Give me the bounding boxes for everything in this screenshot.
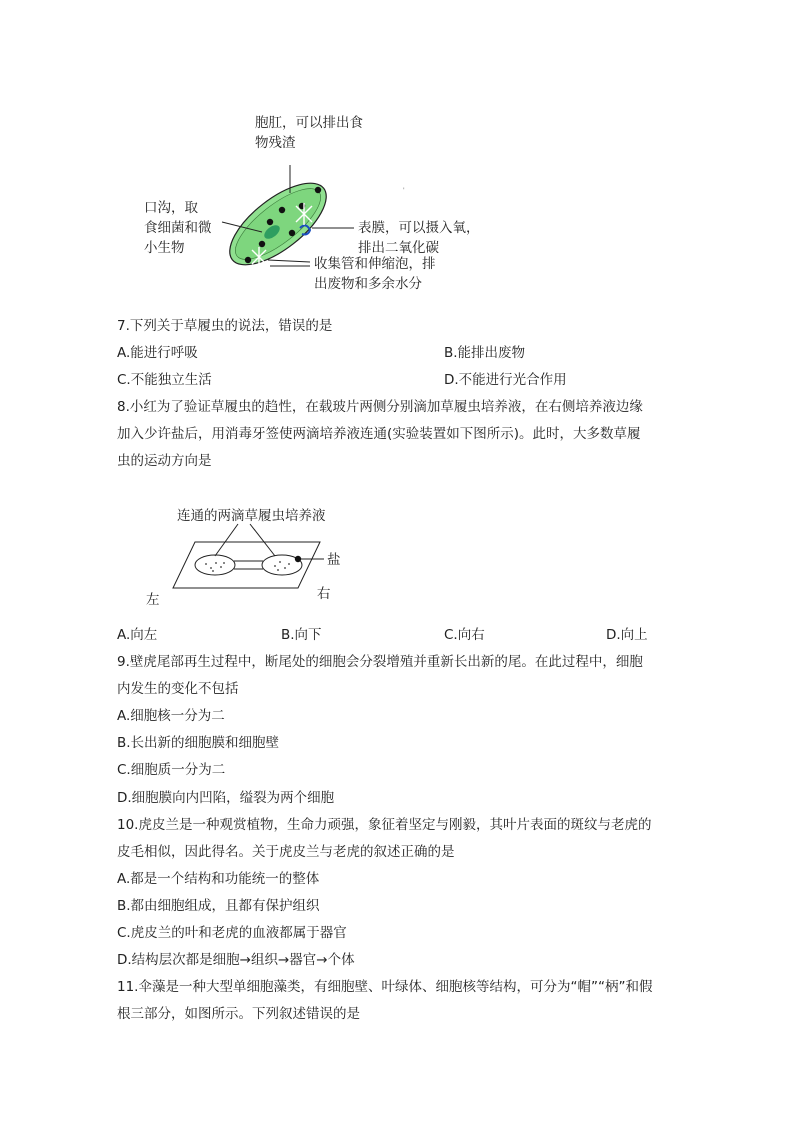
label-anus-1: 胞肛，可以排出食	[255, 115, 363, 131]
label-vacuole-2: 出废物和多余水分	[314, 276, 422, 292]
q10-option-d: D.结构层次都是细胞→组织→器官→个体	[117, 952, 355, 968]
q7-stem: 7.下列关于草履虫的说法，错误的是	[117, 318, 333, 334]
q8-stem-1: 8.小红为了验证草履虫的趋性，在载玻片两侧分别滴加草履虫培养液，在右侧培养液边缘	[117, 399, 643, 415]
q9-stem-1: 9.壁虎尾部再生过程中，断尾处的细胞会分裂增殖并重新长出新的尾。在此过程中，细胞	[117, 654, 643, 670]
label-anus-2: 物残渣	[255, 135, 296, 151]
q7-option-c: C.不能独立生活	[117, 372, 212, 388]
q9-option-b: B.长出新的细胞膜和细胞壁	[117, 735, 280, 751]
q9-option-a: A.细胞核一分为二	[117, 708, 225, 724]
q7-option-b: B.能排出废物	[444, 345, 526, 361]
q8-option-b: B.向下	[281, 627, 322, 643]
label-vacuole-1: 收集管和伸缩泡，排	[314, 256, 436, 272]
q10-option-b: B.都由细胞组成，且都有保护组织	[117, 898, 320, 914]
q11-stem-2: 根三部分，如图所示。下列叙述错误的是	[117, 1006, 360, 1022]
q7-option-a: A.能进行呼吸	[117, 345, 198, 361]
q10-option-a: A.都是一个结构和功能统一的整体	[117, 871, 320, 887]
label-groove-3: 小生物	[144, 240, 185, 256]
fig2-caption: 连通的两滴草履虫培养液	[177, 508, 326, 524]
q9-stem-2: 内发生的变化不包括	[117, 681, 239, 697]
svg-text:': '	[403, 187, 405, 194]
q10-stem-1: 10.虎皮兰是一种观赏植物，生命力顽强，象征着坚定与刚毅，其叶片表面的斑纹与老虎的	[117, 817, 652, 833]
q8-option-c: C.向右	[444, 627, 485, 643]
label-groove-1: 口沟，取	[144, 200, 198, 216]
q10-stem-2: 皮毛相似，因此得名。关于虎皮兰与老虎的叙述正确的是	[117, 844, 455, 860]
label-membrane-1: 表膜，可以摄入氧，	[358, 220, 480, 236]
q7-option-d: D.不能进行光合作用	[444, 372, 567, 388]
q8-option-a: A.向左	[117, 627, 158, 643]
q11-stem-1: 11.伞藻是一种大型单细胞藻类，有细胞壁、叶绿体、细胞核等结构，可分为“帽”“柄”和假	[117, 979, 653, 995]
fig2-salt-label: 盐	[327, 552, 341, 568]
q9-option-d: D.细胞膜向内凹陷，缢裂为两个细胞	[117, 790, 335, 806]
label-groove-2: 食细菌和微	[144, 220, 212, 236]
q8-option-d: D.向上	[606, 627, 648, 643]
q8-stem-2: 加入少许盐后，用消毒牙签使两滴培养液连通(实验装置如下图所示)。此时，大多数草履	[117, 426, 641, 442]
fig2-left-label: 左	[146, 592, 160, 608]
q10-option-c: C.虎皮兰的叶和老虎的血液都属于器官	[117, 925, 347, 941]
label-membrane-2: 排出二氧化碳	[358, 240, 439, 256]
q8-stem-3: 虫的运动方向是	[117, 453, 212, 469]
fig2-right-label: 右	[317, 586, 331, 602]
q9-option-c: C.细胞质一分为二	[117, 762, 226, 778]
